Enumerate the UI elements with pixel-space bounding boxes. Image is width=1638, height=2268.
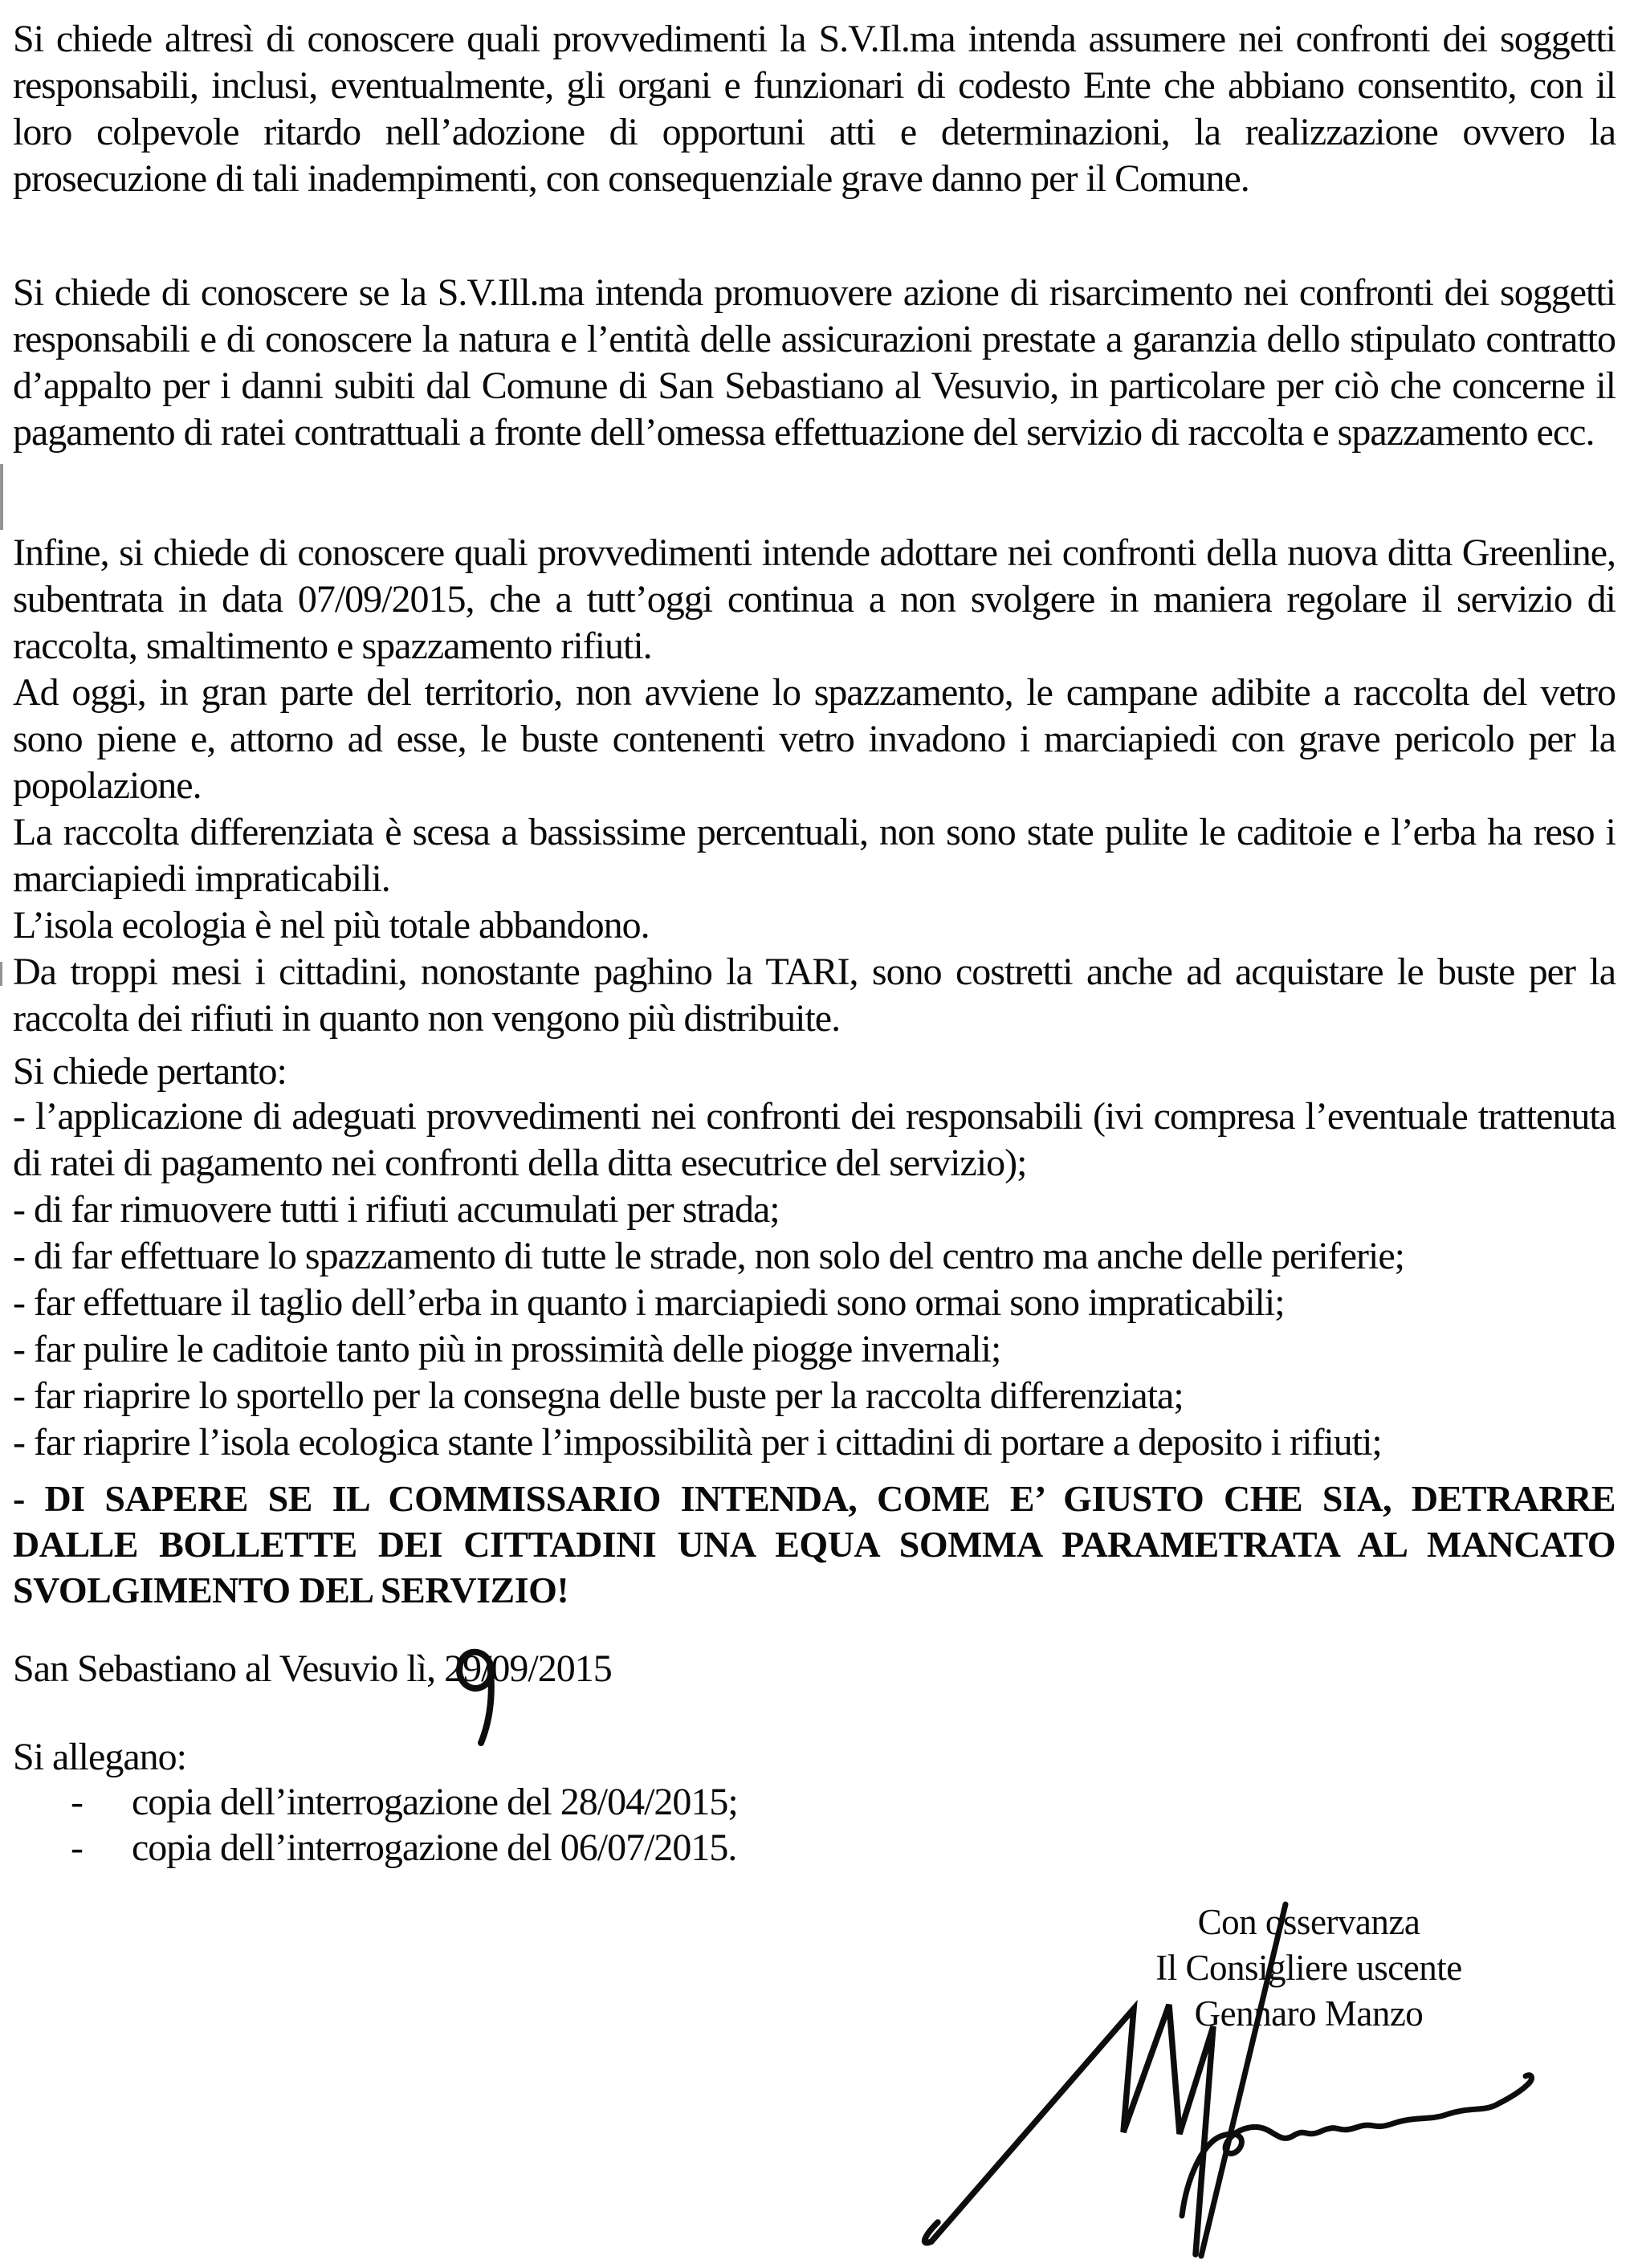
statement-spazzamento: Ad oggi, in gran parte del territorio, non avviene lo spazzamento, le campane adibite a raccolta del vetro sono piene e, attorno ad esse, le buste contenenti vetro invadono i marciapiedi con grave pericolo per la popolazione. (13, 671, 1616, 807)
signature-block (1012, 1900, 1606, 2037)
request-item: - far riaprire l’isola ecologica stante l’impossibilità per i cittadini di portare a deposito i rifiuti; (13, 1421, 1382, 1464)
date-suffix: /09/2015 (481, 1647, 612, 1690)
date-prefix: San Sebastiano al Vesuvio lì, 2 (13, 1647, 463, 1690)
paragraph-azione-risarcimento: Si chiede di conoscere se la S.V.Ill.ma intenda promuovere azione di risarcimento nei confronti dei soggetti responsabili e di conoscere la natura e l’entità delle assicurazioni prestate a garanzia dello stipulato contratto d’appalto per i danni subiti dal Comune di San Sebastiano al Vesuvio, in particolare per ciò che concerne il pagamento di ratei contrattuali a fronte dell’omessa effettuazione del servizio di raccolta e spazzamento ecc. (13, 271, 1616, 454)
bold-request-commissario: - DI SAPERE SE IL COMMISSARIO INTENDA, COME E’ GIUSTO CHE SIA, DETRARRE DALLE BOLLETTE DEI CITTADINI UNA EQUA SOMMA PARAMETRATA AL MANCATO SVOLGIMENTO DEL SERVIZIO! (13, 1478, 1616, 1610)
request-item: - di far effettuare lo spazzamento di tutte le strade, non solo del centro ma anche delle periferie; (13, 1235, 1404, 1277)
statement-greenline: Infine, si chiede di conoscere quali provvedimenti intende adottare nei confronti della nuova ditta Greenline, subentrata in data 07/09/2015, che a tutt’oggi continua a non svolgere in maniera regolare il servizio di raccolta, smaltimento e spazzamento rifiuti. (13, 531, 1616, 667)
statement-isola-ecologica: L’isola ecologia è nel più totale abbandono. (13, 904, 650, 947)
paragraph-provvedimenti-responsabili: Si chiede altresì di conoscere quali provvedimenti la S.V.Il.ma intenda assumere nei confronti dei soggetti responsabili, inclusi, eventualmente, gli organi e funzionari di codesto Ente che abbiano consentito, con il loro colpevole ritardo nell’adozione di opportuni atti e determinazioni, la realizzazione ovvero la prosecuzione di tali inadempimenti, con consequenziale grave danno per il Comune. (13, 18, 1616, 200)
statement-tari: Da troppi mesi i cittadini, nonostante paghino la TARI, sono costretti anche ad acquistare le buste per la raccolta dei rifiuti in quanto non vengono più distribuite. (13, 951, 1616, 1040)
attachment-item (13, 1825, 1616, 1871)
scan-edge-artifact (0, 962, 2, 986)
signature-role: Il Consigliere uscente (1155, 1948, 1462, 1988)
request-item: - far pulire le caditoie tanto più in prossimità delle piogge invernali; (13, 1328, 1001, 1370)
requests-intro: Si chiede pertanto: (13, 1050, 287, 1093)
attachments-intro: Si allegano: (13, 1736, 186, 1778)
requests-list (13, 1093, 1616, 1466)
request-item: - l’applicazione di adeguati provvedimenti nei confronti dei responsabili (ivi compresa l’eventuale trattenuta di ratei di pagamento nei confronti della ditta esecutrice del servizio); (13, 1095, 1616, 1184)
date-overwritten-digit: 9 (462, 1646, 481, 1692)
attachment-text: copia dell’interrogazione del 06/07/2015. (132, 1826, 737, 1869)
attachment-dash: - (71, 1826, 83, 1869)
handwritten-nine-stroke (454, 1643, 503, 1749)
request-item: - far riaprire lo sportello per la consegna delle buste per la raccolta differenziata; (13, 1374, 1184, 1417)
attachment-text: copia dell’interrogazione del 28/04/2015; (132, 1781, 738, 1823)
attachment-item (13, 1779, 1616, 1825)
request-item: - far effettuare il taglio dell’erba in quanto i marciapiedi sono ormai sono impraticabili; (13, 1281, 1285, 1324)
signature-name: Gennaro Manzo (1194, 1993, 1424, 2034)
attachment-dash: - (71, 1781, 83, 1823)
attachments-list (13, 1779, 1616, 1871)
signature-salutation: Con osservanza (1197, 1902, 1420, 1942)
date-line (13, 1646, 1616, 1692)
paragraph-greenline-block (13, 530, 1616, 1042)
scan-edge-artifact (0, 464, 3, 530)
request-item: - di far rimuovere tutti i rifiuti accumulati per strada; (13, 1188, 780, 1231)
statement-raccolta-differenziata: La raccolta differenziata è scesa a bassissime percentuali, non sono state pulite le caditoie e l’erba ha reso i marciapiedi impraticabili. (13, 811, 1616, 900)
